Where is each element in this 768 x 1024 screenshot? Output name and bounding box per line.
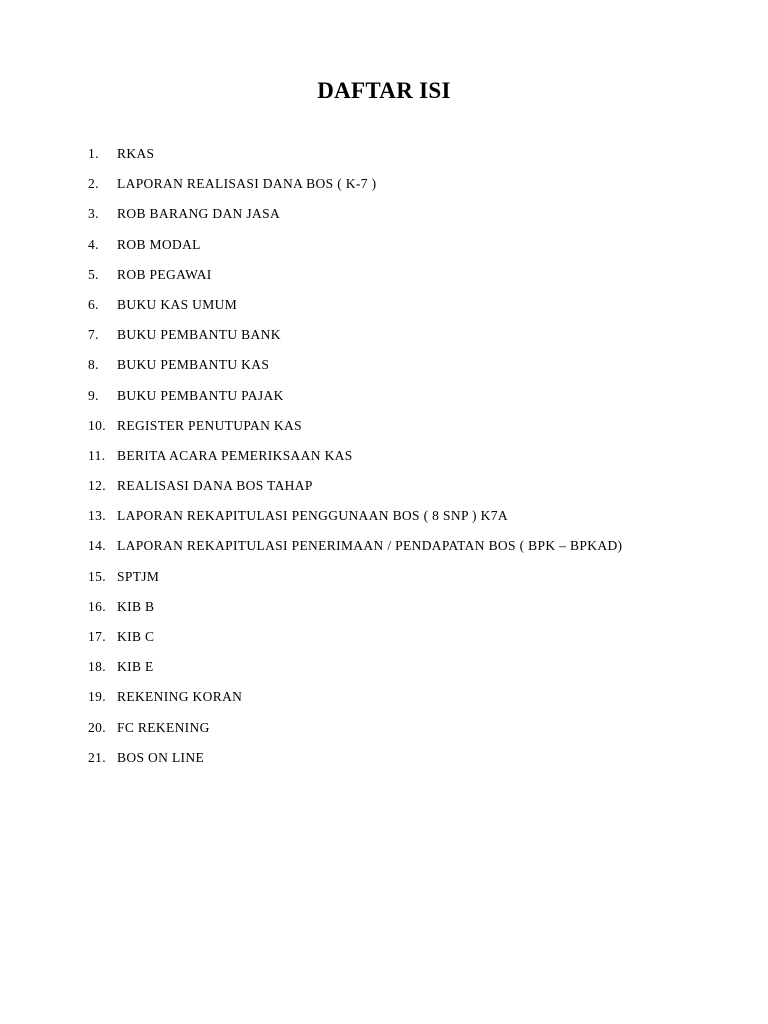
toc-item-number: 11.	[88, 447, 106, 463]
toc-item	[88, 415, 622, 445]
toc-item-number: 6.	[88, 296, 99, 312]
toc-item-number: 12.	[88, 478, 106, 494]
toc-item-number: 14.	[88, 538, 106, 554]
toc-item-text: BOS ON LINE	[117, 749, 205, 765]
toc-item-text: LAPORAN REALISASI DANA BOS ( K-7 )	[117, 176, 377, 192]
toc-item	[88, 143, 622, 173]
page-title: DAFTAR ISI	[317, 78, 451, 103]
toc-item-number: 8.	[88, 357, 99, 373]
toc-item	[88, 324, 622, 354]
toc-item-text: SPTJM	[117, 568, 160, 584]
toc-item	[88, 354, 622, 384]
toc-item	[88, 505, 622, 535]
toc-item-text: REALISASI DANA BOS TAHAP	[117, 478, 313, 494]
toc-item-text: BUKU PEMBANTU KAS	[117, 357, 270, 373]
toc-item-number: 2.	[88, 176, 99, 192]
toc-item-number: 20.	[88, 719, 106, 735]
toc-item-number: 9.	[88, 387, 99, 403]
toc-item-text: ROB MODAL	[117, 236, 201, 252]
toc-item-text: KIB E	[117, 659, 154, 675]
toc-item	[88, 445, 622, 475]
toc-item-number: 19.	[88, 689, 106, 705]
toc-item	[88, 475, 622, 505]
toc-item	[88, 535, 622, 565]
toc-item	[88, 717, 622, 747]
toc-item-number: 13.	[88, 508, 106, 524]
toc-item-number: 17.	[88, 629, 106, 644]
table-of-contents	[88, 143, 622, 777]
toc-item-number: 4.	[88, 236, 99, 252]
toc-item-text: LAPORAN REKAPITULASI PENERIMAAN / PENDAPATAN BOS ( BPK – BPKAD)	[117, 538, 623, 554]
toc-item-text: KIB C	[117, 629, 155, 644]
toc-item	[88, 294, 622, 324]
toc-item-text: KIB B	[117, 598, 155, 614]
toc-item-text: BERITA ACARA PEMERIKSAAN KAS	[117, 447, 353, 463]
toc-item-number: 16.	[88, 598, 106, 614]
toc-item	[88, 656, 622, 686]
toc-item	[88, 173, 622, 203]
toc-item-text: RKAS	[117, 146, 155, 161]
toc-item	[88, 596, 622, 626]
toc-item-text: REKENING KORAN	[117, 689, 243, 705]
toc-item	[88, 626, 622, 656]
toc-item	[88, 686, 622, 716]
toc-item	[88, 747, 622, 777]
toc-item-number: 1.	[88, 146, 99, 161]
toc-item-text: REGISTER PENUTUPAN KAS	[117, 417, 302, 433]
toc-item-number: 7.	[88, 327, 99, 343]
toc-item-text: LAPORAN REKAPITULASI PENGGUNAAN BOS ( 8 SNP ) K7A	[117, 508, 508, 524]
toc-item-text: BUKU PEMBANTU PAJAK	[117, 387, 284, 403]
toc-item-text: BUKU KAS UMUM	[117, 296, 238, 312]
toc-item-number: 10.	[88, 417, 106, 433]
toc-item-number: 21.	[88, 749, 106, 765]
toc-item	[88, 385, 622, 415]
toc-item-number: 15.	[88, 568, 106, 584]
toc-item-text: BUKU PEMBANTU BANK	[117, 327, 281, 343]
toc-item	[88, 234, 622, 264]
toc-item-text: ROB PEGAWAI	[117, 266, 212, 282]
toc-item-text: ROB BARANG DAN JASA	[117, 206, 281, 222]
toc-item	[88, 264, 622, 294]
toc-item	[88, 566, 622, 596]
toc-item-number: 18.	[88, 659, 106, 675]
toc-item-text: FC REKENING	[117, 719, 210, 735]
toc-item-number: 5.	[88, 266, 99, 282]
toc-item	[88, 203, 622, 233]
toc-item-number: 3.	[88, 206, 99, 222]
